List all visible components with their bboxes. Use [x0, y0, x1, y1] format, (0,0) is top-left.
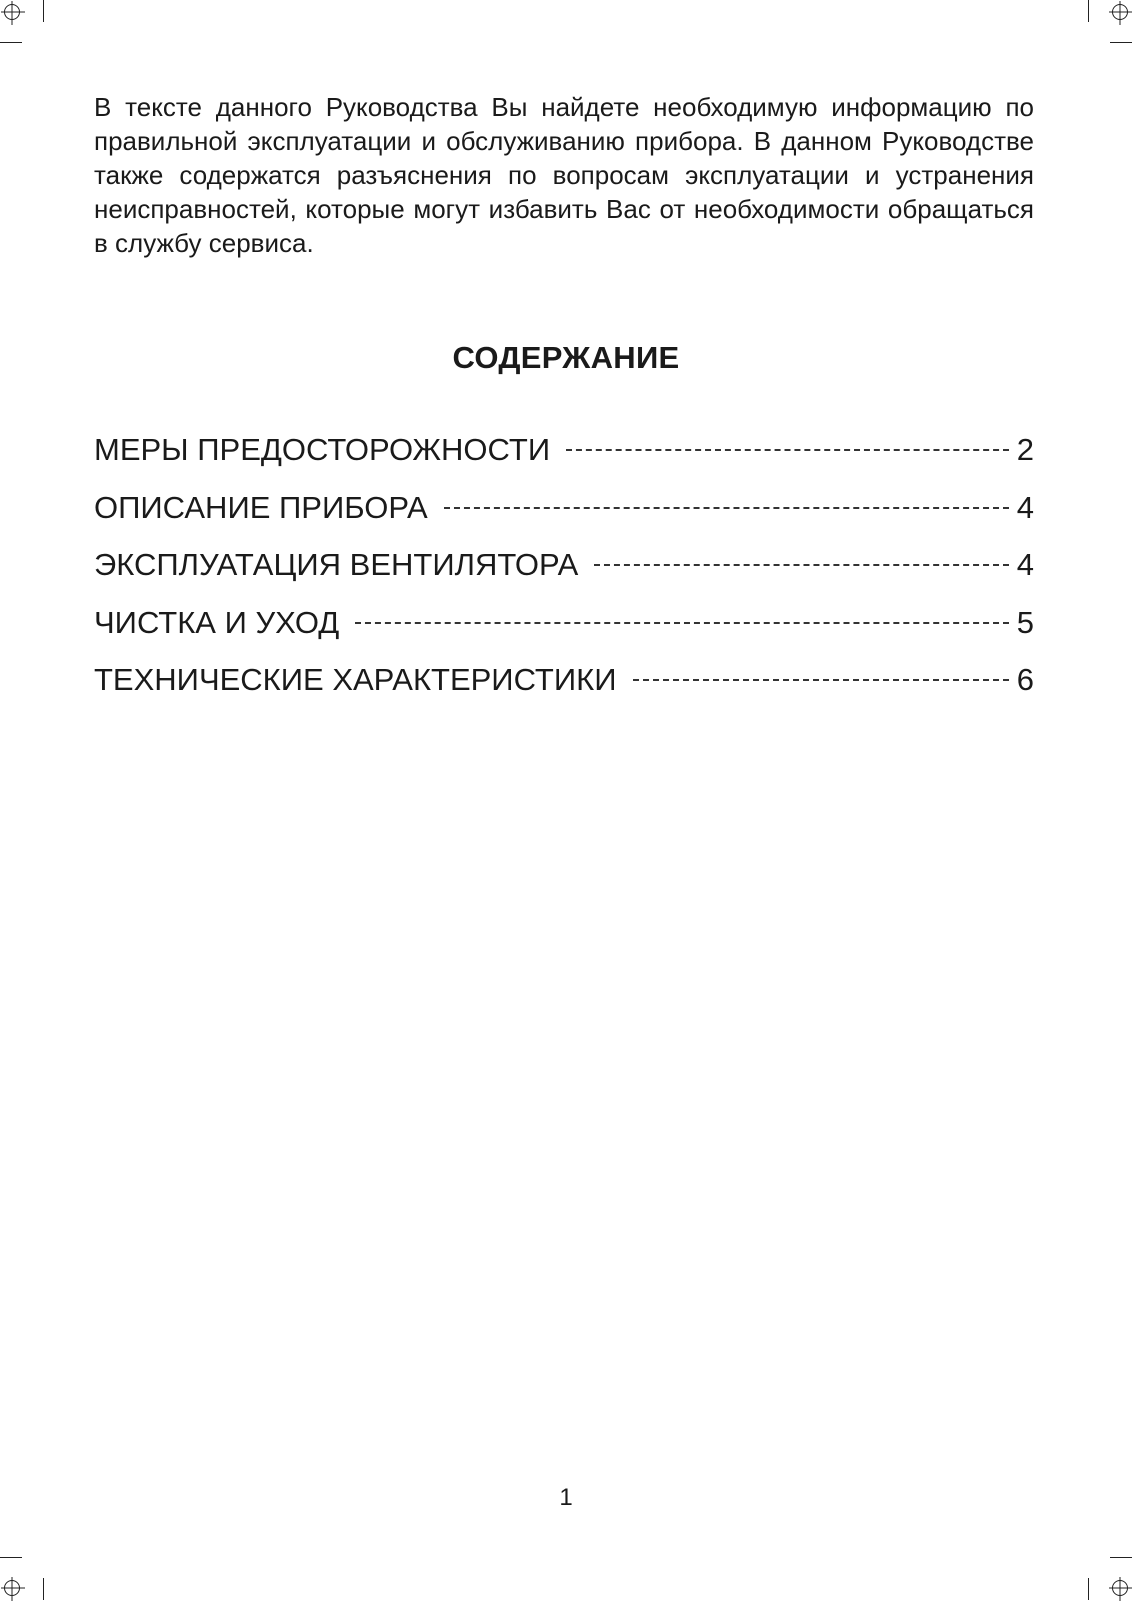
toc-item-safety[interactable] [94, 430, 1034, 488]
crop-mark-top-left-vertical [43, 0, 44, 22]
crop-mark-bottom-right-horizontal [1110, 1557, 1132, 1558]
toc-dot-leader [566, 449, 1009, 451]
toc-title: СОДЕРЖАНИЕ [452, 340, 680, 375]
toc-item-label: МЕРЫ ПРЕДОСТОРОЖНОСТИ [94, 432, 551, 467]
crop-mark-top-right-horizontal [1110, 42, 1132, 43]
toc-item-page: 5 [1016, 604, 1034, 640]
toc-item-page: 2 [1016, 432, 1034, 467]
registration-mark-top-right [1112, 4, 1128, 20]
registration-mark-bottom-right [1112, 1580, 1128, 1596]
toc-item-label: ОПИСАНИЕ ПРИБОРА [94, 489, 428, 525]
registration-mark-bottom-left [4, 1580, 20, 1596]
toc-dot-leader [444, 507, 1009, 509]
toc-item-operation[interactable] [94, 545, 1034, 603]
crop-mark-top-left-horizontal [0, 42, 22, 43]
toc-item-description[interactable] [94, 488, 1034, 546]
toc-item-label: ЧИСТКА И УХОД [94, 604, 340, 640]
toc-item-label: ТЕХНИЧЕСКИЕ ХАРАКТЕРИСТИКИ [94, 662, 617, 697]
page-number: 1 [559, 1484, 573, 1511]
toc-item-label: ЭКСПЛУАТАЦИЯ ВЕНТИЛЯТОРА [94, 547, 579, 582]
toc-item-specifications[interactable] [94, 660, 1034, 718]
crop-mark-bottom-right-vertical [1088, 1578, 1089, 1600]
toc-dot-leader [594, 564, 1008, 566]
crop-mark-top-right-vertical [1088, 0, 1089, 22]
toc-item-cleaning[interactable] [94, 603, 1034, 661]
crop-mark-bottom-left-vertical [43, 1578, 44, 1600]
toc-item-page: 6 [1016, 662, 1034, 697]
intro-paragraph: В тексте данного Руководства Вы найдете необходимую информацию по правильной эксплуатации и обслуживанию прибора. В данном Руководстве также содержатся разъяснения по вопросам эксплуатации и устранения неисправностей, которые могут избавить Вас от необходимости обращаться в службу сервиса. [94, 92, 1034, 258]
crop-mark-bottom-left-horizontal [0, 1557, 22, 1558]
toc-item-page: 4 [1016, 547, 1034, 582]
toc-dot-leader [633, 679, 1009, 681]
registration-mark-top-left [4, 4, 20, 20]
toc-item-page: 4 [1016, 489, 1034, 525]
table-of-contents [94, 430, 1034, 718]
toc-dot-leader [355, 622, 1009, 624]
